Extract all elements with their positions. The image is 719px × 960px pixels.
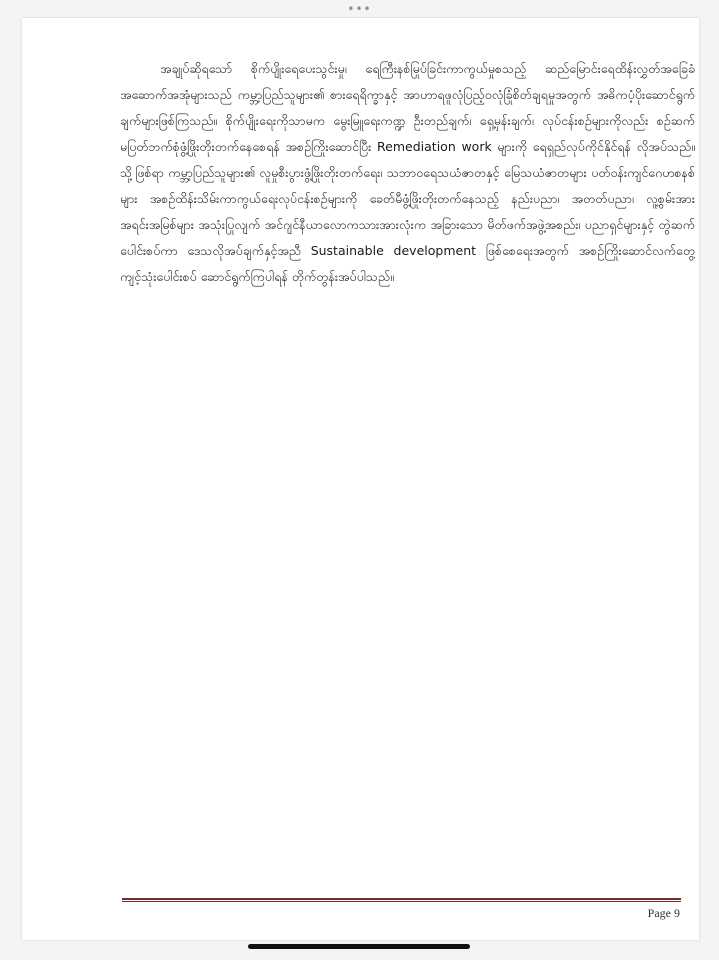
more-options-dots-icon[interactable]: •••	[347, 2, 372, 16]
body-paragraph: အချုပ်ဆိုရသော် စိုက်ပျိုးရေပေးသွင်းမှု၊ ရေကြီးနစ်မြုပ်ခြင်းကာကွယ်မှုစသည့် ဆည်မြောင်းရေထိန်းလွှတ်အခြေခံအဆောက်အအုံများသည် ကမ္ဘာ့ပြည်သူများ၏ စားရေရိက္ခာနှင့် အာဟာရဖူလုံပြည့်ဝလုံခြုံစိတ်ချရမှုအတွက် အဓိကပံ့ပိုးဆောင်ရွက်ချက်များဖြစ်ကြသည်။ စိုက်ပျိုးရေးကိုသာမက မွေးမြူရေးကဏ္ဍ ဦးတည်ချက်၊ ရှေ့မှန်းချက်၊ လုပ်ငန်းစဉ်များကိုလည်း စဉ်ဆက်မပြတ်ဘက်စုံဖွံ့ဖြိုးတိုးတက်နေစေရန် အစဉ်ကြိုးဆောင်ပြီး Remediation work များကို ရေရှည်လုပ်ကိုင်နိုင်ရန် လိုအပ်သည်။ သို့ဖြစ်ရာ ကမ္ဘာ့ပြည်သူများ၏ လူမှုစီးပွားဖွံ့ဖြိုးတိုးတက်ရေး၊ သဘာဝရေသယံဇာတနှင့် မြေသယံဇာတများ ပတ်ဝန်းကျင်ဂေဟစနစ်များ အစဉ်ထိန်းသိမ်းကာကွယ်ရေးလုပ်ငန်းစဉ်များကို ခေတ်မီဖွံ့ဖြိုးတိုးတက်နေသည့် နည်းပညာ၊ အတတ်ပညာ၊ လူ့စွမ်းအားအရင်းအမြစ်များ အသုံးပြုလျက် အင်ဂျင်နီယာလောကသားအားလုံးက အခြားသော မိတ်ဖက်အဖွဲ့အစည်း၊ ပညာရှင်များနှင့် တွဲဆက်ပေါင်းစပ်ကာ ဒေသလိုအပ်ချက်နှင့်အညီ Sustainable development ဖြစ်စေရေးအတွက် အစဉ်ကြိုးဆောင်လက်တွေ့ကျင့်သုံးပေါင်းစပ် ဆောင်ရွက်ကြပါရန် တိုက်တွန်းအပ်ပါသည်။	[120, 61, 695, 284]
page-number: Page 9	[647, 906, 680, 920]
document-page	[22, 18, 699, 940]
footer-divider	[122, 898, 681, 902]
home-indicator-bar[interactable]	[248, 944, 470, 949]
